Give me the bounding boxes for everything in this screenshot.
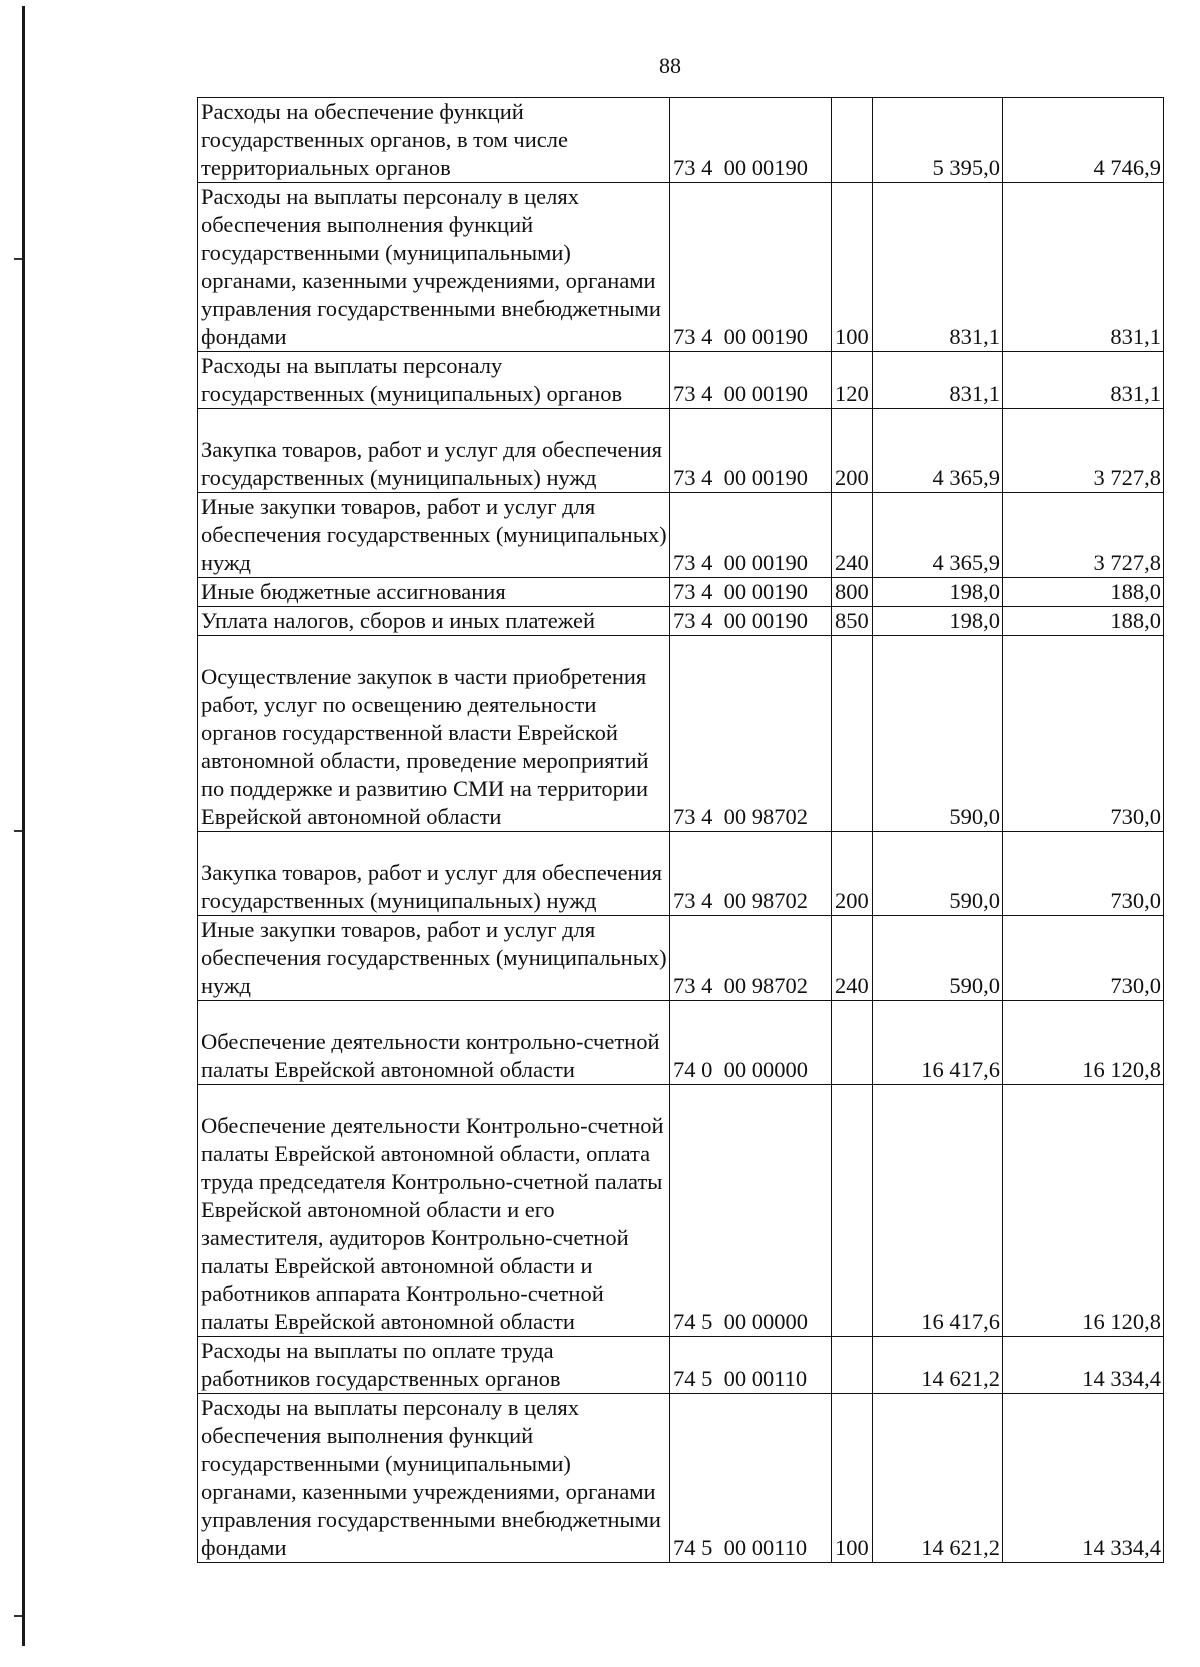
row-description: Расходы на выплаты персоналу в целях обеспечения выполнения функций государственными (муниципальными) органами, казенными учреждениями, органами управления государственными внебюджетными фондами [198, 183, 670, 352]
row-value-2: 16 120,8 [1003, 1085, 1164, 1337]
row-value-2: 3 727,8 [1003, 409, 1164, 493]
row-value-2: 831,1 [1003, 183, 1164, 352]
page-number: 88 [659, 53, 681, 78]
table-row [198, 352, 1164, 409]
row-expense-type: 800 [832, 578, 873, 607]
row-value-2: 3 727,8 [1003, 493, 1164, 578]
row-target-code: 74 0 00 00000 [670, 1001, 832, 1085]
row-value-1: 831,1 [873, 352, 1003, 409]
row-description: Закупка товаров, работ и услуг для обеспечения государственных (муниципальных) нужд [198, 409, 670, 493]
row-value-2: 730,0 [1003, 916, 1164, 1001]
row-expense-type: 100 [832, 183, 873, 352]
row-description: Обеспечение деятельности контрольно-счетной палаты Еврейской автономной области [198, 1001, 670, 1085]
row-value-1: 16 417,6 [873, 1001, 1003, 1085]
row-value-2: 14 334,4 [1003, 1394, 1164, 1563]
row-value-1: 590,0 [873, 636, 1003, 832]
row-value-2: 16 120,8 [1003, 1001, 1164, 1085]
row-description: Расходы на выплаты персоналу государственных (муниципальных) органов [198, 352, 670, 409]
row-description: Закупка товаров, работ и услуг для обеспечения государственных (муниципальных) нужд [198, 832, 670, 916]
row-expense-type [832, 1085, 873, 1337]
row-value-1: 14 621,2 [873, 1394, 1003, 1563]
row-description: Расходы на обеспечение функций государственных органов, в том числе территориальных органов [198, 98, 670, 183]
row-description: Иные закупки товаров, работ и услуг для обеспечения государственных (муниципальных) нужд [198, 493, 670, 578]
row-expense-type [832, 1337, 873, 1394]
row-value-2: 831,1 [1003, 352, 1164, 409]
table-row [198, 607, 1164, 636]
table-row [198, 1001, 1164, 1085]
row-expense-type [832, 636, 873, 832]
row-target-code: 73 4 00 00190 [670, 409, 832, 493]
table-row [198, 183, 1164, 352]
row-target-code: 74 5 00 00000 [670, 1085, 832, 1337]
row-value-2: 188,0 [1003, 578, 1164, 607]
row-value-1: 831,1 [873, 183, 1003, 352]
row-value-2: 730,0 [1003, 636, 1164, 832]
row-value-1: 198,0 [873, 578, 1003, 607]
row-expense-type: 100 [832, 1394, 873, 1563]
row-value-2: 730,0 [1003, 832, 1164, 916]
table-row [198, 1337, 1164, 1394]
row-target-code: 73 4 00 00190 [670, 607, 832, 636]
budget-table [197, 97, 1164, 1563]
row-target-code: 74 5 00 00110 [670, 1394, 832, 1563]
scan-edge-mark [14, 258, 22, 260]
scan-edge-mark [14, 830, 22, 832]
table-row [198, 832, 1164, 916]
table-row [198, 493, 1164, 578]
row-target-code: 73 4 00 00190 [670, 578, 832, 607]
row-value-1: 16 417,6 [873, 1085, 1003, 1337]
row-expense-type: 240 [832, 493, 873, 578]
row-expense-type: 120 [832, 352, 873, 409]
row-description: Иные закупки товаров, работ и услуг для обеспечения государственных (муниципальных) нужд [198, 916, 670, 1001]
table-row [198, 578, 1164, 607]
table-row [198, 1085, 1164, 1337]
row-target-code: 73 4 00 00190 [670, 98, 832, 183]
row-description: Расходы на выплаты по оплате труда работников государственных органов [198, 1337, 670, 1394]
row-target-code: 74 5 00 00110 [670, 1337, 832, 1394]
row-description: Обеспечение деятельности Контрольно-счетной палаты Еврейской автономной области, оплата труда председателя Контрольно-счетной палаты Еврейской автономной области и его заместителя, аудиторов Контрольно-счетной палаты Еврейской автономной области и работников аппарата Контрольно-счетной палаты Еврейской автономной области [198, 1085, 670, 1337]
row-description: Расходы на выплаты персоналу в целях обеспечения выполнения функций государственными (муниципальными) органами, казенными учреждениями, органами управления государственными внебюджетными фондами [198, 1394, 670, 1563]
row-value-1: 14 621,2 [873, 1337, 1003, 1394]
row-expense-type [832, 98, 873, 183]
row-expense-type [832, 1001, 873, 1085]
row-target-code: 73 4 00 98702 [670, 636, 832, 832]
table-row [198, 1394, 1164, 1563]
row-value-1: 5 395,0 [873, 98, 1003, 183]
row-description: Осуществление закупок в части приобретения работ, услуг по освещению деятельности органов государственной власти Еврейской автономной области, проведение мероприятий по поддержке и развитию СМИ на территории Еврейской автономной области [198, 636, 670, 832]
row-value-1: 4 365,9 [873, 493, 1003, 578]
row-value-1: 4 365,9 [873, 409, 1003, 493]
row-target-code: 73 4 00 00190 [670, 183, 832, 352]
row-value-2: 4 746,9 [1003, 98, 1164, 183]
scan-left-edge [22, 6, 25, 1646]
row-expense-type: 850 [832, 607, 873, 636]
row-target-code: 73 4 00 98702 [670, 916, 832, 1001]
row-target-code: 73 4 00 00190 [670, 493, 832, 578]
row-value-1: 198,0 [873, 607, 1003, 636]
table-row [198, 916, 1164, 1001]
scan-edge-mark [14, 1615, 22, 1617]
row-target-code: 73 4 00 98702 [670, 832, 832, 916]
row-target-code: 73 4 00 00190 [670, 352, 832, 409]
row-description: Уплата налогов, сборов и иных платежей [198, 607, 670, 636]
table-row [198, 636, 1164, 832]
row-value-1: 590,0 [873, 832, 1003, 916]
row-value-2: 14 334,4 [1003, 1337, 1164, 1394]
row-value-2: 188,0 [1003, 607, 1164, 636]
table-row [198, 98, 1164, 183]
row-expense-type: 200 [832, 409, 873, 493]
row-description: Иные бюджетные ассигнования [198, 578, 670, 607]
table-row [198, 409, 1164, 493]
row-expense-type: 240 [832, 916, 873, 1001]
row-expense-type: 200 [832, 832, 873, 916]
row-value-1: 590,0 [873, 916, 1003, 1001]
